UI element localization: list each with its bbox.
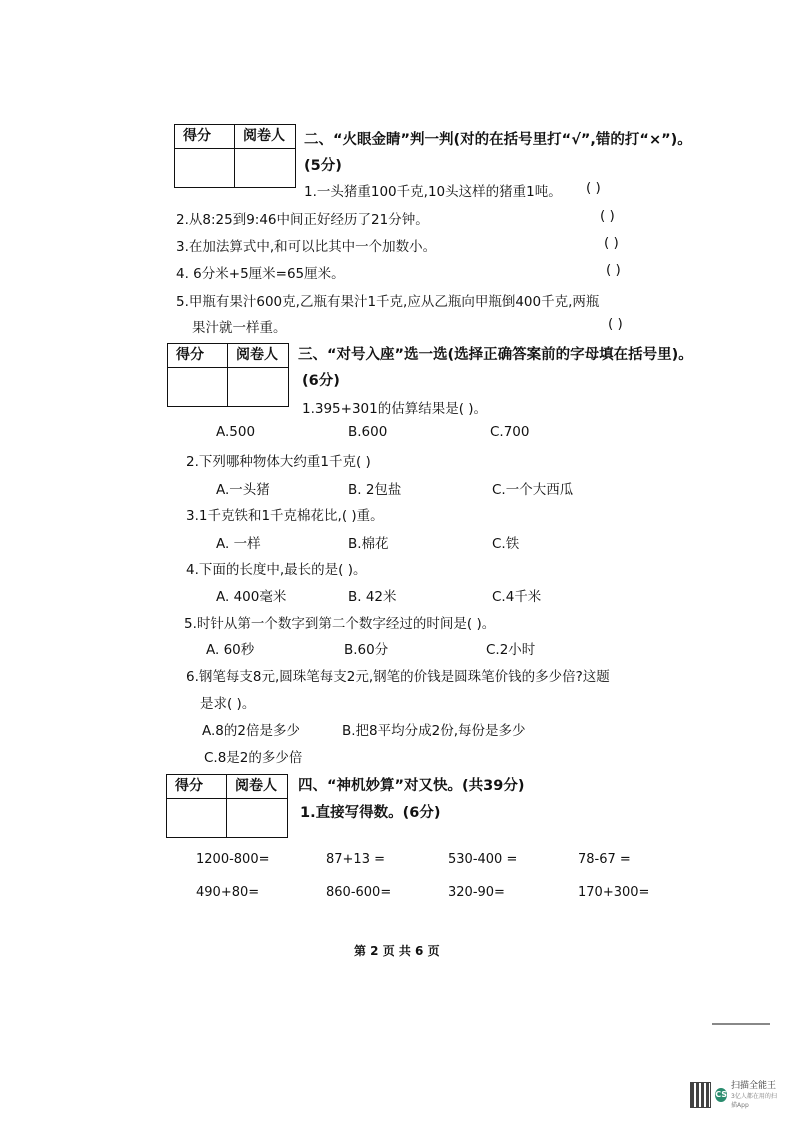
s3-q6-option-c[interactable]: C.8是2的多少倍: [204, 750, 303, 766]
s2-answer-paren-1[interactable]: ( ): [586, 180, 601, 196]
s3-q1-option-c[interactable]: C.700: [490, 424, 530, 440]
s3-question-3: 3.1千克铁和1千克棉花比,( )重。: [186, 508, 384, 524]
s3-question-5: 5.时针从第一个数字到第二个数字经过的时间是( )。: [184, 616, 496, 632]
grader-label: 阅卷人: [227, 775, 287, 799]
scanner-watermark: [690, 1080, 782, 1110]
score-label: 得分: [168, 344, 228, 368]
qr-code-icon: [690, 1082, 711, 1108]
pen-stroke: [712, 1023, 770, 1025]
s2-question-2: 2.从8:25到9:46中间正好经历了21分钟。: [176, 212, 429, 228]
s3-q3-option-a[interactable]: A. 一样: [216, 536, 261, 552]
s3-q2-option-c[interactable]: C.一个大西瓜: [492, 482, 574, 498]
calc-7: 320-90=: [448, 885, 505, 900]
score-label: 得分: [167, 775, 227, 799]
section3-title: 三、“对号入座”选一选(选择正确答案前的字母填在括号里)。: [298, 347, 693, 363]
s3-question-1: 1.395+301的估算结果是( )。: [302, 401, 488, 417]
s3-q1-option-b[interactable]: B.600: [348, 424, 388, 440]
watermark-sub: 3亿人都在用的扫描App: [731, 1093, 777, 1109]
section4-subtitle: 1.直接写得数。(6分): [300, 805, 441, 821]
s3-q4-option-a[interactable]: A. 400毫米: [216, 589, 287, 605]
s3-q5-option-c[interactable]: C.2小时: [486, 642, 536, 658]
grader-cell[interactable]: [227, 799, 287, 837]
calc-1: 1200-800=: [196, 852, 270, 867]
s2-question-3: 3.在加法算式中,和可以比其中一个加数小。: [176, 239, 437, 255]
s3-q2-option-a[interactable]: A.一头猪: [216, 482, 270, 498]
calc-6: 860-600=: [326, 885, 392, 900]
s3-question-6-cont: 是求( )。: [200, 696, 256, 712]
s3-q6-option-a[interactable]: A.8的2倍是多少: [202, 723, 300, 739]
s2-answer-paren-5[interactable]: ( ): [608, 316, 623, 332]
grader-label: 阅卷人: [235, 125, 295, 149]
s3-q3-option-b[interactable]: B.棉花: [348, 536, 389, 552]
calc-3: 530-400 =: [448, 852, 518, 867]
watermark-brand: 扫描全能王: [731, 1081, 777, 1091]
camscanner-logo-icon: CS: [715, 1088, 727, 1102]
score-box-section3: [167, 343, 289, 407]
s3-q3-option-c[interactable]: C.铁: [492, 536, 520, 552]
score-box-section4: [166, 774, 288, 838]
s2-question-5: 5.甲瓶有果汁600克,乙瓶有果汁1千克,应从乙瓶向甲瓶倒400千克,两瓶: [176, 294, 600, 310]
s2-question-5-cont: 果汁就一样重。: [192, 320, 287, 336]
score-box-section2: [174, 124, 296, 188]
section2-points: (5分): [304, 158, 342, 174]
score-label: 得分: [175, 125, 235, 149]
grader-cell[interactable]: [228, 368, 288, 406]
s2-answer-paren-2[interactable]: ( ): [600, 208, 615, 224]
s3-q4-option-b[interactable]: B. 42米: [348, 589, 397, 605]
s3-q5-option-a[interactable]: A. 60秒: [206, 642, 255, 658]
s3-q4-option-c[interactable]: C.4千米: [492, 589, 542, 605]
page-footer: 第 2 页 共 6 页: [354, 944, 440, 958]
s2-answer-paren-3[interactable]: ( ): [604, 235, 619, 251]
s3-question-6: 6.钢笔每支8元,圆珠笔每支2元,钢笔的价钱是圆珠笔价钱的多少倍?这题: [186, 669, 610, 685]
section3-points: (6分): [302, 373, 340, 389]
calc-4: 78-67 =: [578, 852, 631, 867]
s2-answer-paren-4[interactable]: ( ): [606, 262, 621, 278]
score-cell[interactable]: [167, 799, 227, 837]
calc-5: 490+80=: [196, 885, 260, 900]
s2-question-4: 4. 6分米+5厘米=65厘米。: [176, 266, 345, 282]
s3-question-2: 2.下列哪种物体大约重1千克( ): [186, 454, 371, 470]
s3-question-4: 4.下面的长度中,最长的是( )。: [186, 562, 367, 578]
s3-q5-option-b[interactable]: B.60分: [344, 642, 389, 658]
calc-8: 170+300=: [578, 885, 650, 900]
score-cell[interactable]: [168, 368, 228, 406]
grader-label: 阅卷人: [228, 344, 288, 368]
s3-q2-option-b[interactable]: B. 2包盐: [348, 482, 402, 498]
calc-2: 87+13 =: [326, 852, 386, 867]
score-cell[interactable]: [175, 149, 235, 187]
section4-title: 四、“神机妙算”对又快。(共39分): [298, 778, 525, 794]
s3-q1-option-a[interactable]: A.500: [216, 424, 256, 440]
s2-question-1: 1.一头猪重100千克,10头这样的猪重1吨。: [304, 184, 562, 200]
grader-cell[interactable]: [235, 149, 295, 187]
s3-q6-option-b[interactable]: B.把8平均分成2份,每份是多少: [342, 723, 526, 739]
section2-title: 二、“火眼金睛”判一判(对的在括号里打“√”,错的打“×”)。: [304, 132, 692, 148]
